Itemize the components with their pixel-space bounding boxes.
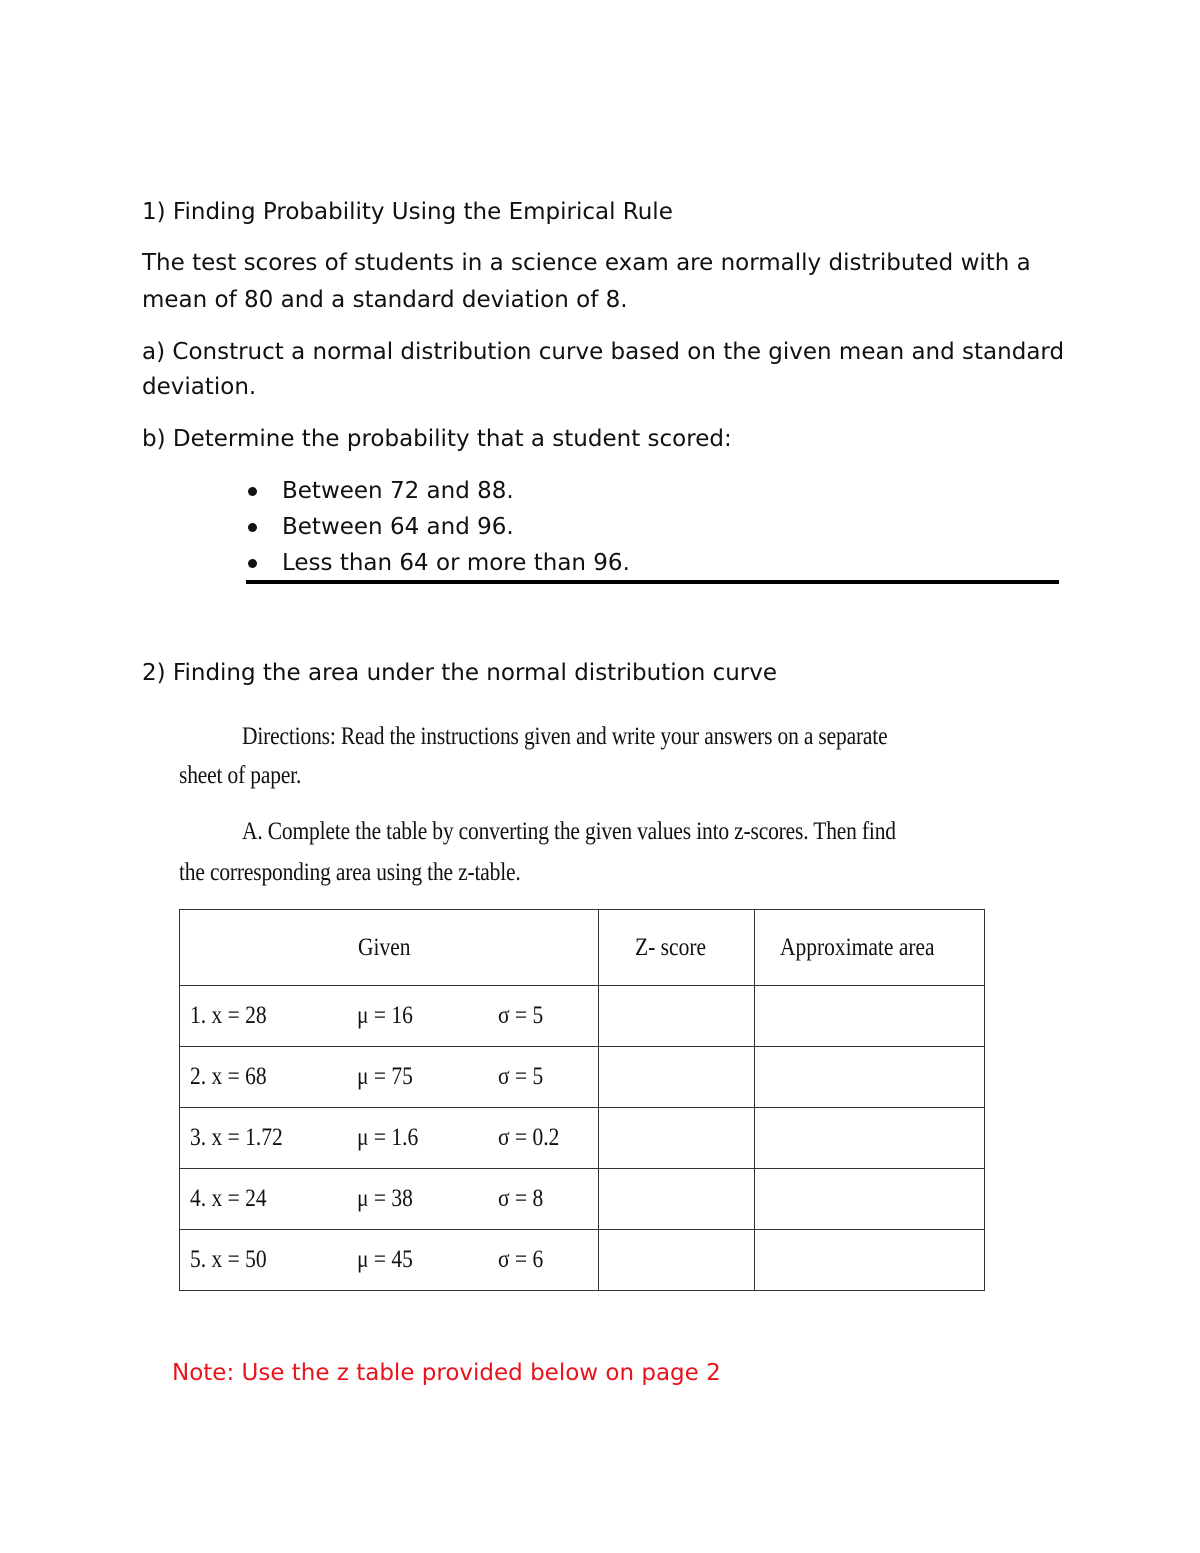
list-item xyxy=(244,548,630,584)
header-given: Given xyxy=(180,910,599,986)
bullet-icon xyxy=(248,523,257,532)
z-score-cell xyxy=(599,1230,755,1291)
part-a-line2: deviation. xyxy=(142,374,257,400)
given-mu: μ = 1.6 xyxy=(357,1124,419,1151)
table-row xyxy=(180,1169,985,1230)
given-sigma: σ = 8 xyxy=(498,1185,544,1212)
bullet-list xyxy=(244,476,630,584)
given-cell xyxy=(180,1108,599,1169)
z-score-table xyxy=(179,909,985,1291)
bullet-text: Less than 64 or more than 96. xyxy=(282,550,630,576)
given-sigma: σ = 6 xyxy=(498,1246,544,1273)
area-cell xyxy=(755,986,985,1047)
given-sigma: σ = 0.2 xyxy=(498,1124,560,1151)
area-cell xyxy=(755,1230,985,1291)
instruction-line2: the corresponding area using the z-table. xyxy=(179,859,521,886)
given-sigma: σ = 5 xyxy=(498,1002,544,1029)
problem2-title: 2) Finding the area under the normal distribution curve xyxy=(142,660,778,686)
area-cell xyxy=(755,1169,985,1230)
z-score-cell xyxy=(599,986,755,1047)
given-mu: μ = 75 xyxy=(357,1063,413,1090)
table-header-row xyxy=(180,910,985,986)
part-b: b) Determine the probability that a student scored: xyxy=(142,426,732,452)
given-x: 5. x = 50 xyxy=(190,1246,267,1273)
given-mu: μ = 38 xyxy=(357,1185,413,1212)
area-cell xyxy=(755,1108,985,1169)
bullet-icon xyxy=(248,559,257,568)
list-item xyxy=(244,512,630,548)
given-cell xyxy=(180,1230,599,1291)
bullet-text: Between 64 and 96. xyxy=(282,514,514,540)
table-row xyxy=(180,986,985,1047)
bullet-text: Between 72 and 88. xyxy=(282,478,514,504)
given-mu: μ = 45 xyxy=(357,1246,413,1273)
given-mu: μ = 16 xyxy=(357,1002,413,1029)
header-approximate-area: Approximate area xyxy=(755,910,985,986)
table-row xyxy=(180,1108,985,1169)
given-x: 1. x = 28 xyxy=(190,1002,267,1029)
instruction-line1: A. Complete the table by converting the given values into z-scores. Then find xyxy=(242,818,896,845)
problem1-statement-line1: The test scores of students in a science exam are normally distributed with a xyxy=(142,250,1031,276)
area-cell xyxy=(755,1047,985,1108)
note-text: Note: Use the z table provided below on page 2 xyxy=(172,1360,721,1386)
part-a-line1: a) Construct a normal distribution curve based on the given mean and standard xyxy=(142,339,1065,365)
table-row xyxy=(180,1047,985,1108)
header-z-score: Z- score xyxy=(599,910,755,986)
directions-line1: Directions: Read the instructions given and write your answers on a separate xyxy=(242,723,888,750)
given-sigma: σ = 5 xyxy=(498,1063,544,1090)
given-cell xyxy=(180,1047,599,1108)
given-x: 2. x = 68 xyxy=(190,1063,267,1090)
z-score-cell xyxy=(599,1108,755,1169)
table-row xyxy=(180,1230,985,1291)
given-cell xyxy=(180,986,599,1047)
problem1-statement-line2: mean of 80 and a standard deviation of 8. xyxy=(142,287,628,313)
z-score-cell xyxy=(599,1047,755,1108)
given-cell xyxy=(180,1169,599,1230)
z-score-cell xyxy=(599,1169,755,1230)
problem1-title: 1) Finding Probability Using the Empirical Rule xyxy=(142,199,673,225)
given-x: 4. x = 24 xyxy=(190,1185,267,1212)
section-divider xyxy=(246,580,1059,584)
directions-line2: sheet of paper. xyxy=(179,762,302,789)
list-item xyxy=(244,476,630,512)
bullet-icon xyxy=(248,487,257,496)
given-x: 3. x = 1.72 xyxy=(190,1124,283,1151)
